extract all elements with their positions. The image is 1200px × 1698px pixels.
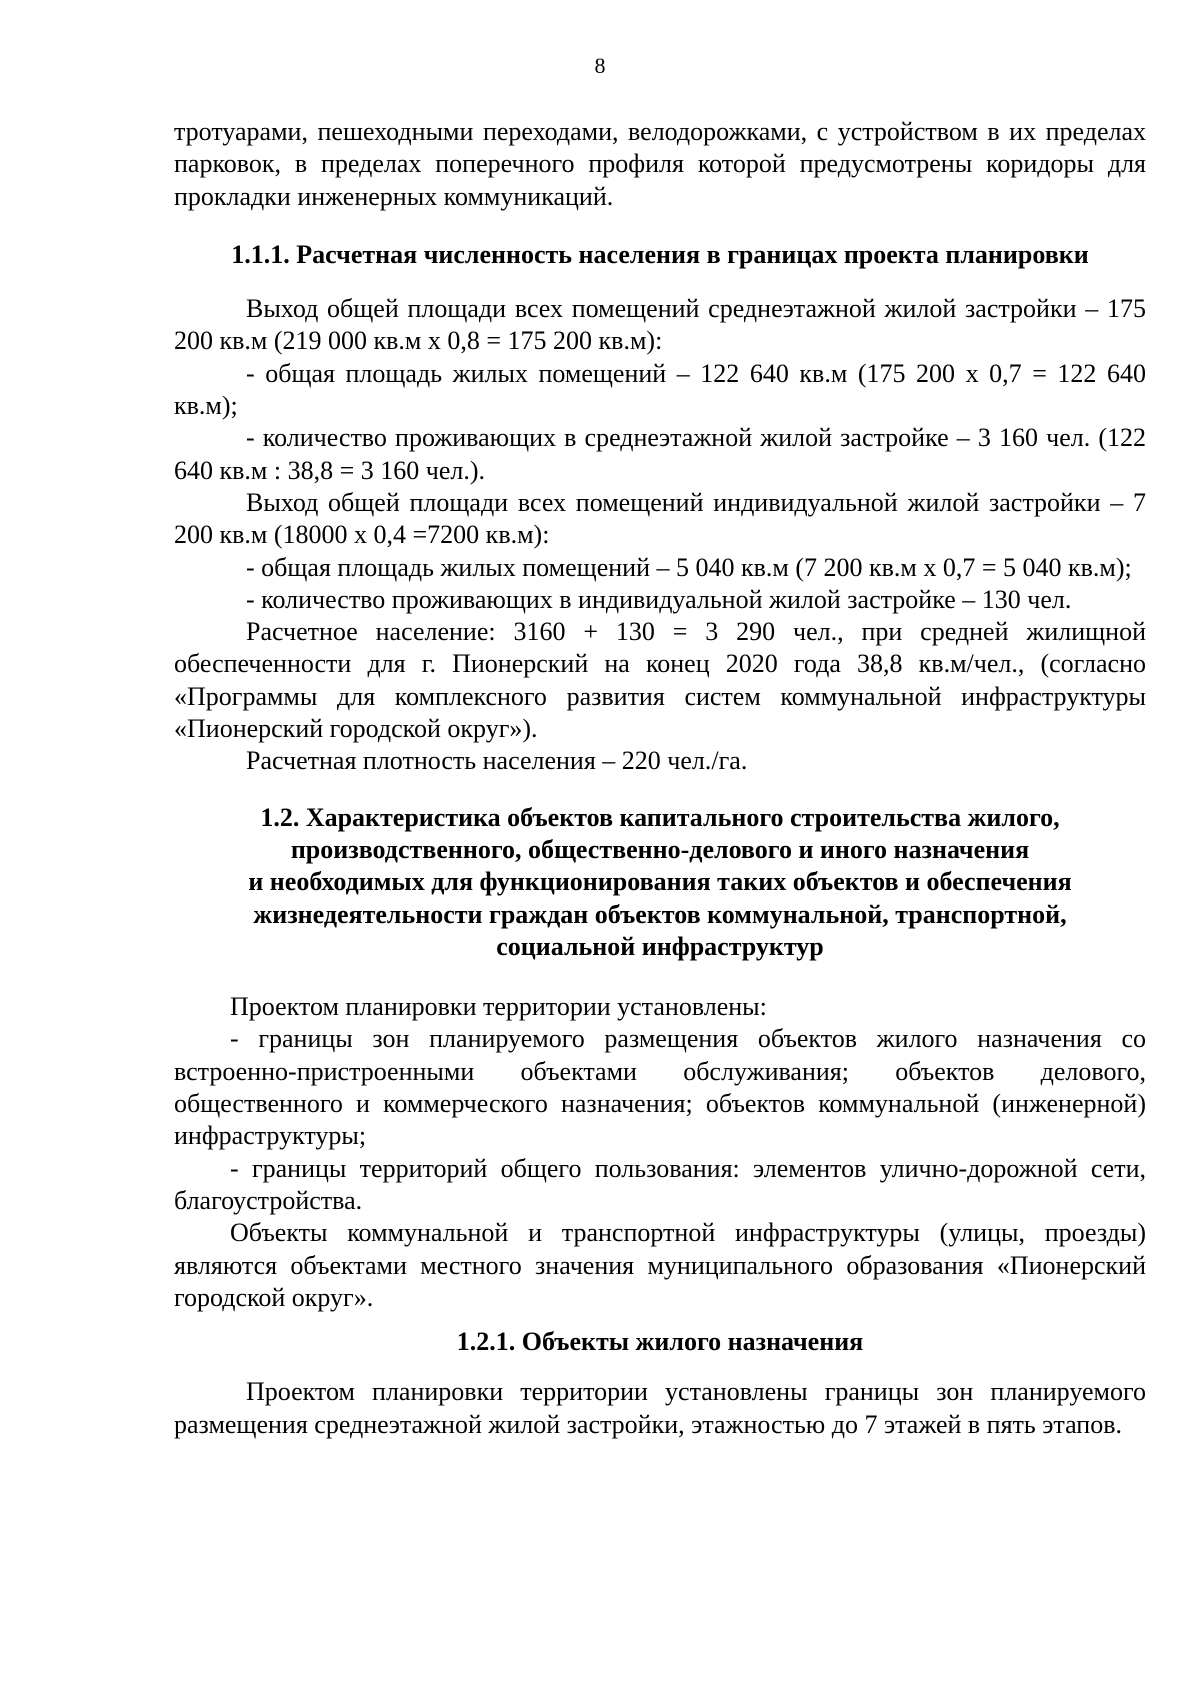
paragraph: Проектом планировки территории установлены границы зон планируемого размещения среднеэтажной жилой застройки, этажностью до 7 этажей в пять этапов. [174, 1377, 1146, 1439]
paragraph: Расчетная плотность населения – 220 чел./га. [246, 746, 748, 776]
section-1-2-1-heading: 1.2.1. Объекты жилого назначения [456, 1327, 864, 1357]
paragraph: - количество проживающих в индивидуальной жилой застройке – 130 чел. [246, 584, 1072, 614]
page-number: 8 [594, 53, 606, 78]
paragraph: Объекты коммунальной и транспортной инфраструктуры (улицы, проезды) являются объектами местного значения муниципального образования «Пионерский городской округ». [174, 1218, 1146, 1312]
document-body [174, 116, 1146, 1441]
heading-line: социальной инфраструктур [496, 931, 824, 961]
heading-line: и необходимых для функционирования таких объектов и обеспечения [248, 867, 1072, 897]
paragraph: - общая площадь жилых помещений – 122 640 кв.м (175 200 х 0,7 = 122 640 кв.м); [174, 358, 1146, 421]
intro-paragraph: тротуарами, пешеходными переходами, велодорожками, с устройством в их пределах парковок, в пределах поперечного профиля которой предусмотрены коридоры для прокладки инженерных коммуникаций. [174, 117, 1146, 211]
paragraph: Расчетное население: 3160 + 130 = 3 290 чел., при средней жилищной обеспеченности для г. Пионерский на конец 2020 года 38,8 кв.м/чел., (согласно «Программы для комплексного развития систем коммунальной инфраструктуры «Пионерский городской округ»). [174, 617, 1146, 744]
paragraph: Выход общей площади всех помещений среднеэтажной жилой застройки – 175 200 кв.м (219 000 кв.м х 0,8 = 175 200 кв.м): [174, 294, 1146, 356]
heading-line: 1.2. Характеристика объектов капитального строительства жилого, [260, 802, 1060, 832]
paragraph: - границы территорий общего пользования: элементов улично-дорожной сети, благоустройства. [174, 1153, 1146, 1215]
heading-line: жизнедеятельности граждан объектов коммунальной, транспортной, [253, 899, 1067, 929]
paragraph: Выход общей площади всех помещений индивидуальной жилой застройки – 7 200 кв.м (18000 х 0,4 =7200 кв.м): [174, 487, 1146, 550]
paragraph: - количество проживающих в среднеэтажной жилой застройке – 3 160 чел. (122 640 кв.м : 38,8 = 3 160 чел.). [174, 423, 1146, 485]
section-1-1-1-heading: 1.1.1. Расчетная численность населения в границах проекта планировки [231, 239, 1089, 269]
paragraph: - общая площадь жилых помещений – 5 040 кв.м (7 200 кв.м х 0,7 = 5 040 кв.м); [246, 552, 1132, 582]
section-1-2-heading [174, 802, 1146, 963]
paragraph: - границы зон планируемого размещения объектов жилого назначения со встроенно-пристроенными объектами обслуживания; объектов делового, общественного и коммерческого назначения; объектов коммунальной (инженерной) инфраструктуры; [174, 1024, 1146, 1151]
heading-line: производственного, общественно-делового и иного назначения [290, 834, 1030, 864]
paragraph: Проектом планировки территории установлены: [230, 992, 767, 1022]
